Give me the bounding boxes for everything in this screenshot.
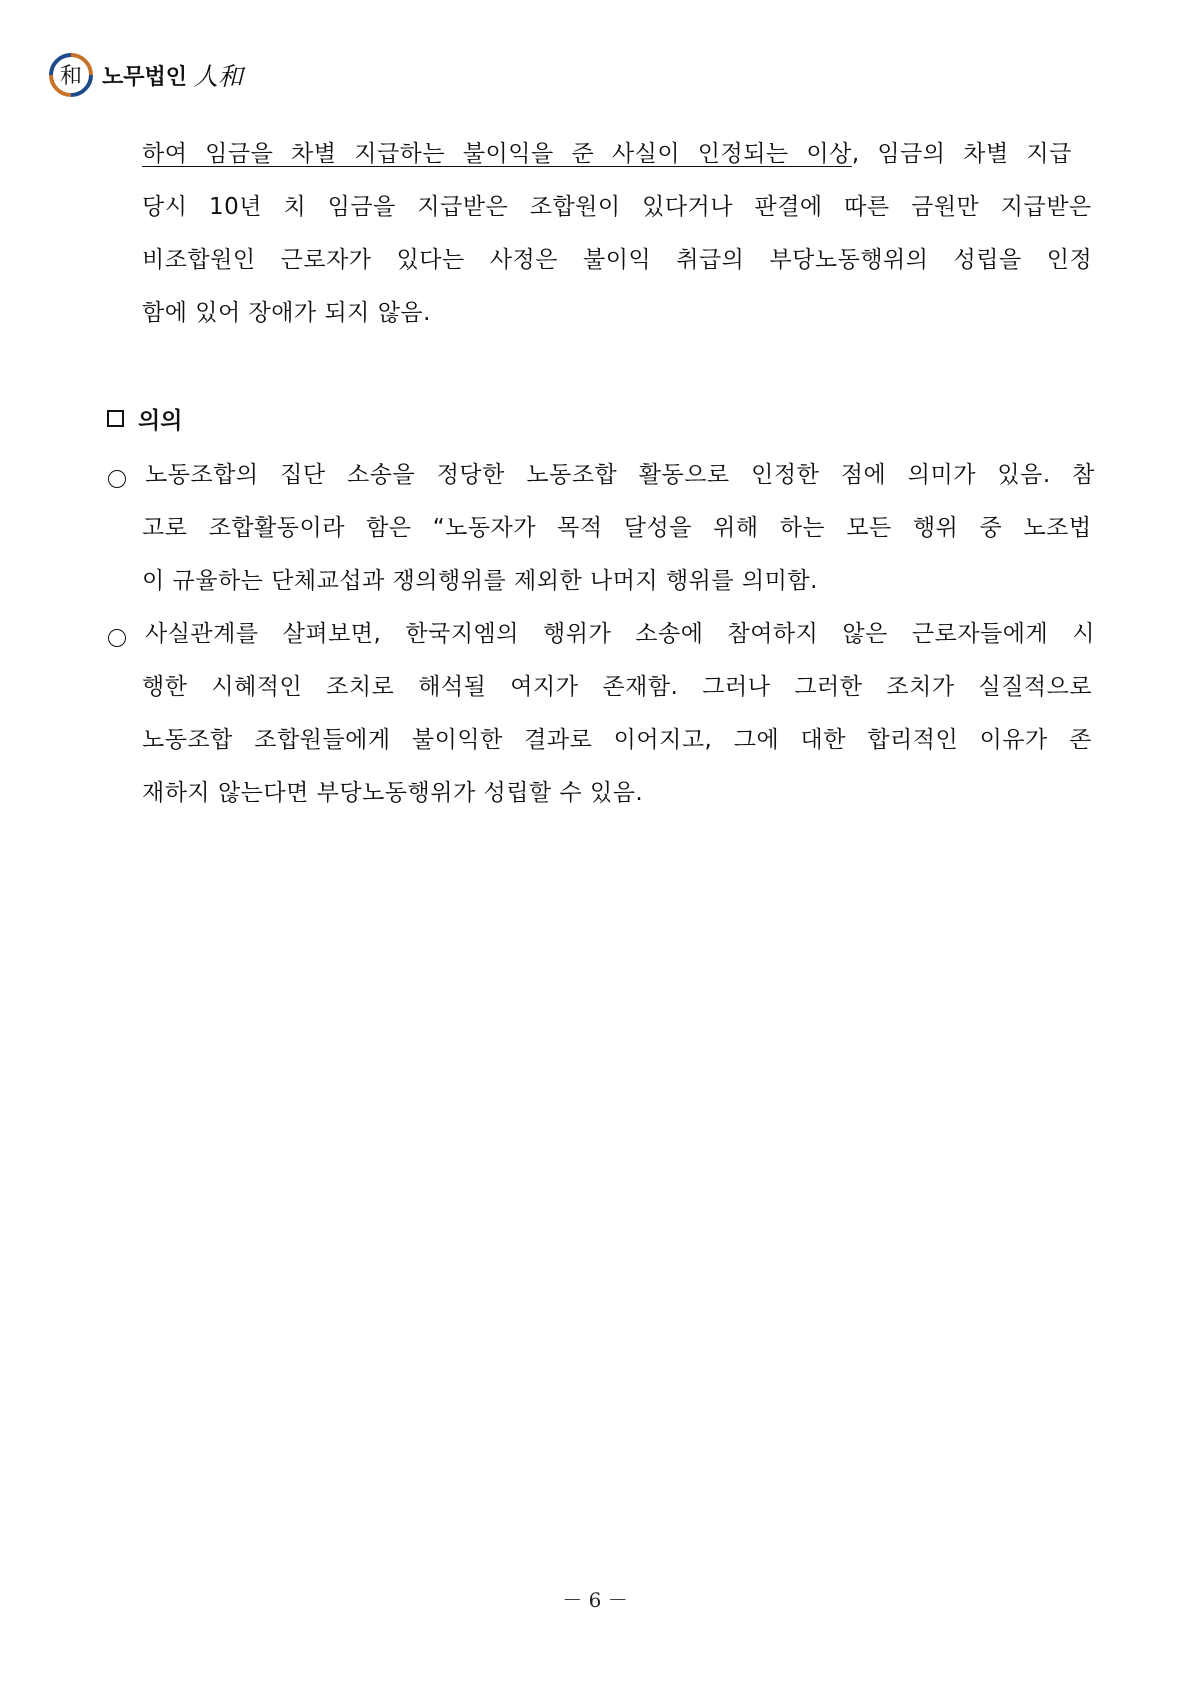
circle-bullet-icon: [108, 629, 126, 647]
page-number: － 6 －: [562, 1588, 628, 1612]
document-header: [48, 52, 243, 98]
bullet-1-line-2: 고로 조합활동이라 함은 “노동자가 목적 달성을 위해 하는 모든 행위 중 노조법: [142, 515, 1092, 541]
paragraph-line-4: 함에 있어 장애가 되지 않음.: [142, 300, 431, 326]
section-title: 의의: [138, 408, 183, 434]
paragraph-line-3: 비조합원인 근로자가 있다는 사정은 불이익 취급의 부당노동행위의 성립을 인정: [142, 247, 1093, 273]
bullet-2-line-4: 재하지 않는다면 부당노동행위가 성립할 수 있음.: [142, 780, 644, 806]
firm-name: 노무법인: [102, 64, 188, 90]
paragraph-line-1: [142, 139, 1092, 169]
section-heading: [107, 402, 182, 435]
bullet-1-line-1: 노동조합의 집단 소송을 정당한 노동조합 활동으로 인정한 점에 의미가 있음. 참: [145, 462, 1095, 488]
paragraph-text: , 임금의 차별 지급: [851, 141, 1072, 167]
firm-hanja: 人和: [193, 62, 244, 91]
circle-bullet-icon: [108, 470, 126, 488]
bullet-2-line-3: 노동조합 조합원들에게 불이익한 결과로 이어지고, 그에 대한 합리적인 이유가 존: [142, 727, 1092, 753]
square-bullet-icon: [107, 410, 124, 427]
bullet-2-line-1: 사실관계를 살펴보면, 한국지엠의 행위가 소송에 참여하지 않은 근로자들에게 시: [145, 621, 1095, 647]
logo-glyph: 和: [59, 64, 83, 89]
firm-logo-icon: [48, 52, 94, 98]
underlined-text: 하여 임금을 차별 지급하는 불이익을 준 사실이 인정되는 이상: [142, 141, 852, 167]
paragraph-line-2: 당시 10년 치 임금을 지급받은 조합원이 있다거나 판결에 따른 금원만 지급받은: [142, 194, 1092, 220]
bullet-2-line-2: 행한 시혜적인 조치로 해석될 여지가 존재함. 그러나 그러한 조치가 실질적으로: [142, 674, 1093, 700]
bullet-1-line-3: 이 규율하는 단체교섭과 쟁의행위를 제외한 나머지 행위를 의미함.: [142, 568, 818, 594]
